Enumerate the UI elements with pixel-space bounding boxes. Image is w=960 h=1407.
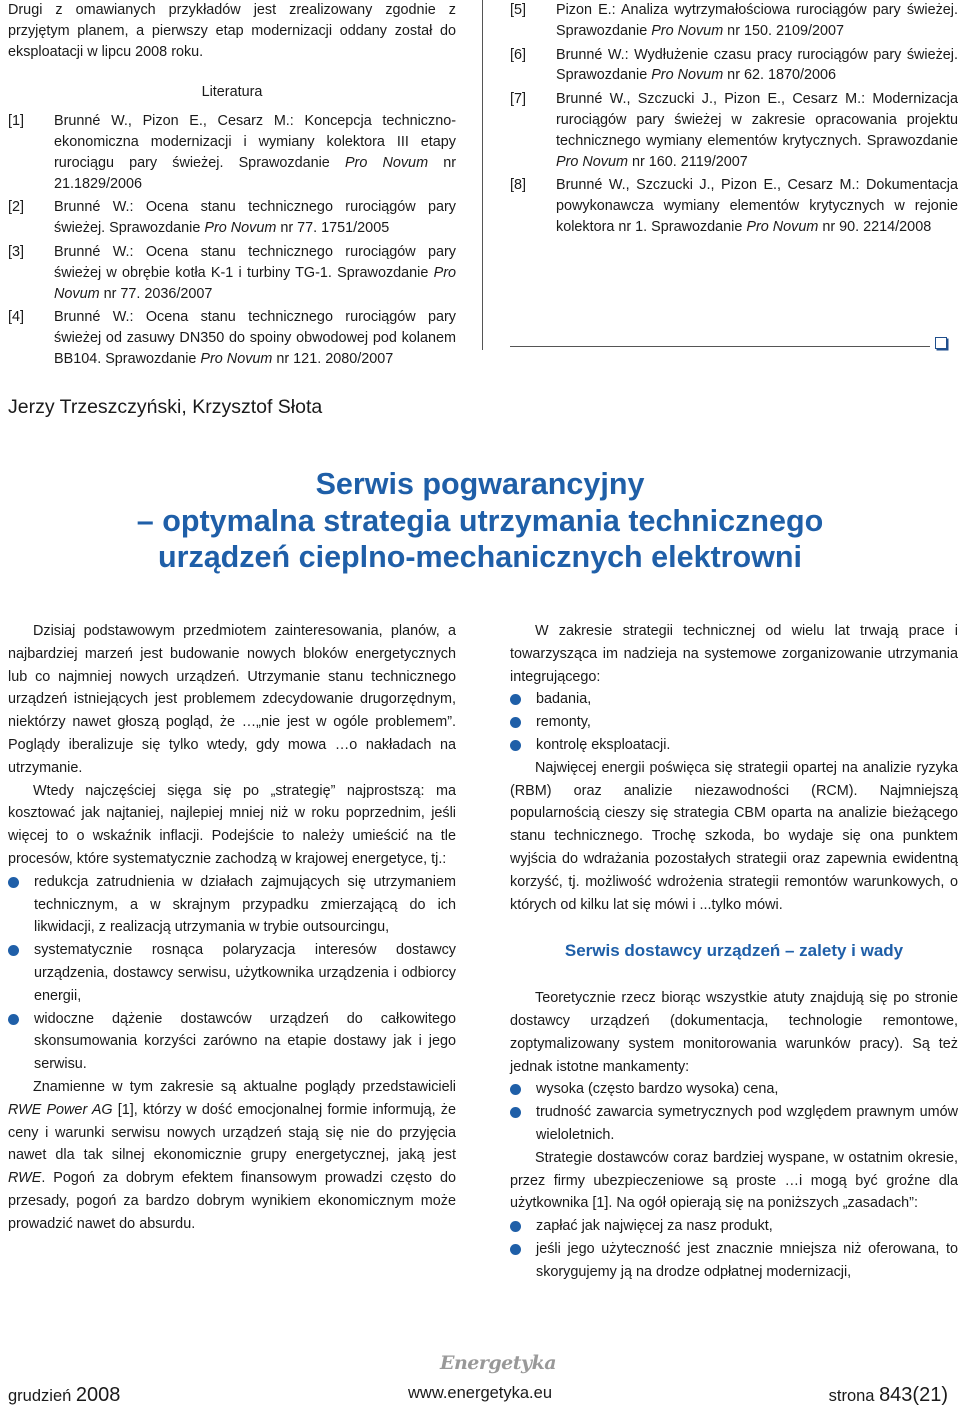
bullet-item: trudność zawarcia symetrycznych pod względem prawnym umów wieloletnich.	[510, 1101, 958, 1147]
bullet-list	[510, 1215, 958, 1283]
body-paragraph: Wtedy najczęściej sięga się po „strategię” najprostszą: ma kosztować jak najtaniej, najlepiej mniej niż w roku poprzednim, jeśli więcej to o wskaźnik inflacji. Podejście to należy umieścić na tle procesów, które systematycznie zachodzą w krajowej energetyce, tj.:	[8, 782, 456, 867]
body-paragraph: Dzisiaj podstawowym przedmiotem zainteresowania, planów, a najbardziej marzeń jest budowanie nowych bloków energetycznych lub co najmniej nowych urządzeń. Utrzymanie stanu technicznego urządzeń istniejących jest problemem zdecydowanie drugorzędnym, niektórzy nawet głoszą pogląd, że …„nie jest w ogóle problemem”. Poglądy iberalizuje się tylko wtedy, gdy mowa …o nakładach na utrzymanie.	[8, 623, 456, 776]
body-paragraph: Najwięcej energii poświęca się strategii opartej na analizie ryzyka (RBM) oraz analizie niezawodności (RCM). Najmniejszą popularnością cieszy się strategia CBM oparta na analizie bieżącego stanu technicznego. Trochę szkoda, bo wydaje się ona punktem wyjścia do wdrażania pozostałych strategii oraz zapewnia ewidentną korzyść, tj. możliwość wdrożenia strategii remontów warunkowych, o których od kilku lat się mówi i ...tylko mówi.	[510, 759, 958, 913]
reference-item	[8, 111, 456, 194]
reference-number: [5]	[510, 2, 526, 18]
reference-item	[510, 89, 958, 172]
reference-item	[8, 242, 456, 304]
page-number: 843(21)	[879, 1384, 948, 1406]
reference-text: Brunné W.: Ocena stanu technicznego rurociągów pary świeżej w obrębie kotła K-1 i turbiny TG-1. Sprawozdanie Pro Novum nr 77. 2036/2007	[54, 243, 456, 302]
reference-text: Pizon E.: Analiza wytrzymałościowa rurociągów pary świeżej. Sprawozdanie Pro Novum nr 150. 2109/2007	[556, 2, 958, 39]
top-right-column	[510, 0, 958, 241]
article-end-rule	[510, 346, 930, 347]
body-left-column	[8, 620, 456, 1236]
bullet-item: wysoka (często bardzo wysoka) cena,	[510, 1078, 958, 1101]
reference-item	[8, 197, 456, 239]
reference-list-right	[510, 0, 958, 238]
footer-year: 2008	[75, 1384, 121, 1406]
reference-number: [2]	[8, 199, 24, 216]
reference-item	[510, 45, 958, 87]
energetyka-logo: Energetyka	[440, 1352, 557, 1374]
reference-item	[8, 307, 456, 369]
top-left-column	[8, 0, 456, 373]
section-heading: Serwis dostawcy urządzeń – zalety i wady	[564, 941, 904, 961]
body-paragraph: Strategie dostawców coraz bardziej wyspane, w ostatnim okresie, przez firmy ubezpieczeniowe są proste …i mogą być groźne dla użytkownika [1]. Na ogół opierają się na poniższych „zasadach”:	[510, 1149, 958, 1212]
reference-number: [7]	[510, 91, 526, 108]
footer-date	[8, 1384, 120, 1407]
footer-month: grudzień	[8, 1387, 72, 1405]
page-label: strona	[828, 1387, 875, 1405]
reference-number: [4]	[8, 309, 24, 326]
bullet-item: zapłać jak najwięcej za nasz produkt,	[510, 1215, 958, 1238]
bullet-item: widoczne dążenie dostawców urządzeń do całkowitego skonsumowania korzyści zarówno na etapie dostawy jak i jego serwisu.	[8, 1008, 456, 1076]
bullet-item: kontrolę eksploatacji.	[510, 734, 958, 757]
reference-text: Brunné W., Pizon E., Cesarz M.: Koncepcja techniczno-ekonomiczna modernizacji i wymiany kolektora III etapy rurociągu pary świeżej. Sprawozdanie Pro Novum nr 21.1829/2006	[54, 113, 456, 192]
bullet-item: remonty,	[510, 711, 958, 734]
reference-text: Brunné W.: Wydłużenie czasu pracy rurociągów pary świeżej. Sprawozdanie Pro Novum nr 62. 1870/2006	[556, 46, 958, 84]
bullet-list	[510, 688, 958, 756]
reference-number: [6]	[510, 46, 526, 63]
article-authors: Jerzy Trzeszczyński, Krzysztof Słota	[8, 396, 323, 418]
footer-website[interactable]: www.energetyka.eu	[408, 1384, 552, 1402]
body-right-column	[510, 620, 958, 1284]
reference-text: Brunné W.: Ocena stanu technicznego rurociągów pary świeżej od zasuwy DN350 do spoiny obwodowej pod kolanem BB104. Sprawozdanie Pro Novum nr 121. 2080/2007	[54, 309, 456, 367]
article-title	[0, 466, 960, 576]
reference-text: Brunné W.: Ocena stanu technicznego rurociągów pary świeżej. Sprawozdanie Pro Novum nr 77. 1751/2005	[54, 199, 456, 237]
reference-item	[510, 0, 958, 42]
bullet-list	[8, 871, 456, 1076]
body-paragraph: Znamienne w tym zakresie są aktualne poglądy przedstawicieli RWE Power AG [1], którzy w dość emocjonalnej formie informują, że ceny i warunki serwisu nowych urządzeń stają się nie do przyjęcia nawet dla tak silnej ekonomicznie grupy energetycznej, jaką jest RWE. Pogoń za dobrym efektem finansowym prowadzi często do przesady, pogoń za bardzo dobrym wynikiem ekonomicznym może prowadzić nawet do absurdu.	[8, 1078, 456, 1232]
bullet-list	[510, 1078, 958, 1146]
literatura-title: Literatura	[201, 84, 263, 101]
reference-item	[510, 175, 958, 237]
reference-text: Brunné W., Szczucki J., Pizon E., Cesarz M.: Dokumentacja powykonawcza wymiany elementów krytycznych w rejonie kolektora nr 1. Sprawozdanie Pro Novum nr 90. 2214/2008	[556, 177, 958, 235]
bullet-item: badania,	[510, 688, 958, 711]
title-line: – optymalna strategia utrzymania technicznego	[136, 503, 824, 538]
bullet-item: jeśli jego użyteczność jest znacznie mniejsza niż oferowana, to skorygujemy ją na drodze odpłatnej modernizacji,	[510, 1238, 958, 1284]
reference-number: [8]	[510, 177, 526, 194]
intro-paragraph: Drugi z omawianych przykładów jest zrealizowany zgodnie z przyjętym planem, a pierwszy etap modernizacji oddany został do eksploatacji w lipcu 2008 roku.	[8, 2, 456, 60]
footer-page	[829, 1384, 948, 1407]
bullet-item: redukcja zatrudnienia w działach zajmujących się utrzymaniem technicznym, a w skrajnym przypadku zmierzającą do ich likwidacji, z realizacją utrzymania w trybie outsourcingu,	[8, 871, 456, 939]
body-paragraph: Teoretycznie rzecz biorąc wszystkie atuty znajdują się po stronie dostawcy urządzeń (dokumentacja, technologie remontowe, zoptymalizowany system monitorowania warunków pracy). Są też jednak istotne mankamenty:	[510, 990, 958, 1075]
column-divider	[482, 0, 483, 350]
article-end-square-icon	[935, 337, 947, 349]
title-line: urządzeń cieplno-mechanicznych elektrowni	[157, 540, 803, 574]
reference-list-left	[8, 111, 456, 370]
reference-number: [3]	[8, 243, 24, 260]
reference-text: Brunné W., Szczucki J., Pizon E., Cesarz M.: Modernizacja rurociągów pary świeżej w zakresie opracowania projektu technicznego wymiany elementów krytycznych. Sprawozdanie Pro Novum nr 160. 2119/2007	[556, 91, 958, 170]
bullet-item: systematycznie rosnąca polaryzacja interesów dostawcy urządzenia, dostawcy serwisu, użytkownika urządzenia i odbiorcy energii,	[8, 939, 456, 1007]
title-line: Serwis pogwarancyjny	[315, 467, 645, 501]
body-paragraph: W zakresie strategii technicznej od wielu lat trwają prace i towarzysząca im nadzieja na systemowe zorganizowanie utrzymania integrującego:	[510, 623, 958, 685]
reference-number: [1]	[8, 113, 24, 130]
